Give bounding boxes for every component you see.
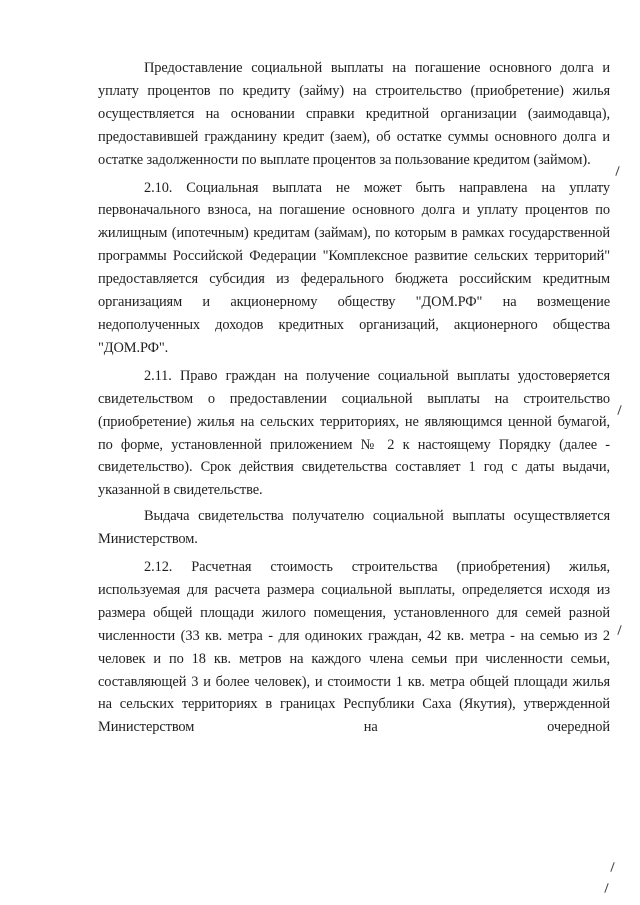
paragraph-2-12: 2.12. Расчетная стоимость строительства (приобретения) жилья, используемая для расчета размера социальной выплаты, определяется исходя из размера общей площади жилого помещения, установленного для семей разной численности (33 кв. метра - для одиноких граждан, 42 кв. метра - на семью из 2 человек и по 18 кв. метров на каждого члена семьи при численности семьи, составляющей 3 и более человек), и стоимости 1 кв. метра общей площади жилья на сельских территориях в границах Республики Саха (Якутия), утвержденной Министерством на очередной bbox=[98, 559, 610, 736]
paragraph-2-11: 2.11. Право граждан на получение социальной выплаты удостоверяется свидетельством о предоставлении социальной выплаты на строительство (приобретение) жилья на сельских территориях, не являющимся ценной бумагой, по форме, установленной приложением № 2 к настоящему Порядку (далее - свидетельство). Срок действия свидетельства составляет 1 год с даты выдачи, указанной в свидетельстве. bbox=[98, 367, 610, 499]
scan-mark bbox=[610, 862, 614, 872]
paragraph-certificate-issue: Выдача свидетельства получателю социальной выплаты осуществляется Министерством. bbox=[98, 508, 610, 548]
paragraph-2-10: 2.10. Социальная выплата не может быть направлена на уплату первоначального взноса, на погашение основного долга и уплату процентов по жилищным (ипотечным) кредитам (займам), по которым в рамках государственной программы Российской Федерации "Комплексное развитие сельских территорий" предоставляется субсидия из федерального бюджета российским кредитным организациям и акционерному обществу "ДОМ.РФ" на возмещение недополученных доходов кредитных организаций, акционерного общества "ДОМ.РФ". bbox=[98, 179, 610, 356]
scan-mark bbox=[617, 405, 621, 415]
paragraph-social-payment-loan: Предоставление социальной выплаты на погашение основного долга и уплату процентов по кредиту (займу) на строительство (приобретение) жилья осуществляется на основании справки кредитной организации (заимодавца), предоставившей гражданину кредит (заем), об остатке суммы основного долга и остатке задолженности по выплате процентов за пользование кредитом (займом). bbox=[98, 60, 610, 168]
scan-mark bbox=[617, 625, 621, 635]
scan-mark bbox=[604, 883, 608, 893]
document-body bbox=[98, 57, 610, 739]
scan-mark bbox=[615, 166, 619, 176]
